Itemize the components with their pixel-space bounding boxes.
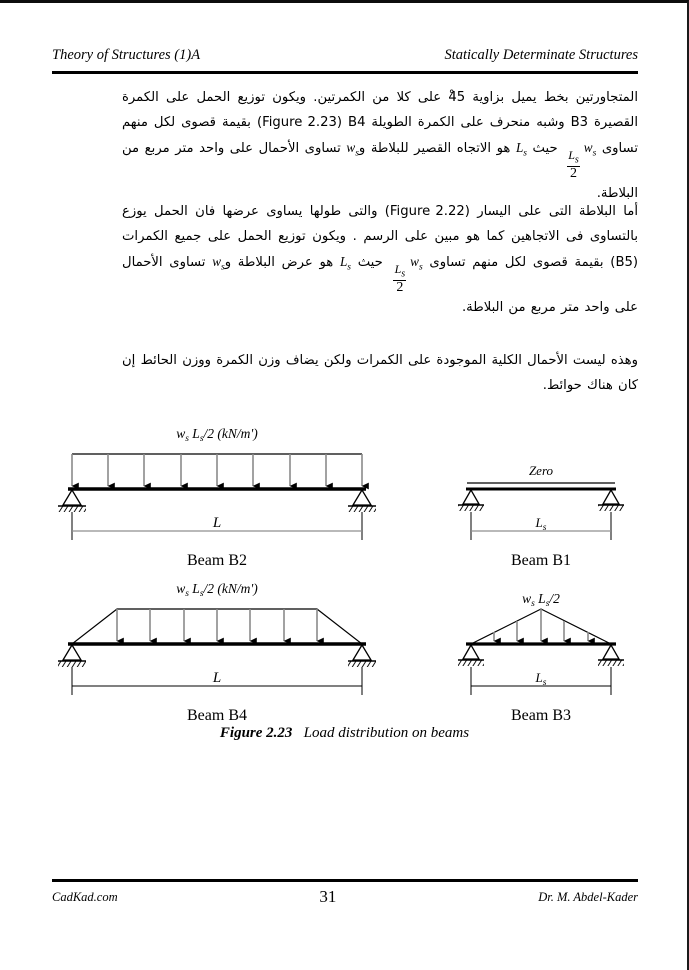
beam-b4-support-right	[348, 645, 376, 667]
beam-b4-dimension	[72, 667, 362, 695]
beam-b2-support-left	[58, 490, 86, 512]
p1-segment-e: حيث	[527, 141, 564, 156]
beam-diagrams-svg	[0, 413, 689, 743]
p2-ws-symbol-2: $w_s$	[212, 254, 225, 273]
p2-segment-a: أما البلاطة التى على اليسار	[469, 204, 639, 219]
p1-segment-b: على كلا من الكمرتين. ويكون توزيع الحمل على الكمرة القصيرة	[122, 90, 638, 130]
p2-fraction-ls-over-2: $\frac{L_s}{2}$	[394, 262, 406, 295]
beam-b2-support-right	[348, 490, 376, 512]
p1-segment-f: هو الاتجاه القصير للبلاطة و	[358, 141, 516, 156]
beam-b1-title: Beam B1	[511, 552, 571, 569]
p1-beam-b4-ref: B4	[348, 115, 366, 130]
page-number: 31	[319, 887, 337, 906]
header-right-title: Statically Determinate Structures	[444, 47, 638, 63]
p1-segment-a: المتجاورتين بخط يميل بزاوية	[465, 90, 638, 105]
beam-b3-support-left	[458, 645, 484, 666]
p2-segment-b: والتى طولها يساوى عرضها فان الحمل يوزع بالتساوى فى الاتجاهين كما هو مبين على الرسم . ويكون توزيع الحمل على جميع الكمرات	[122, 204, 638, 244]
paragraph-three	[122, 348, 638, 398]
beam-b1-load-label: Zero	[528, 463, 554, 478]
page-footer	[52, 887, 638, 907]
p2-ls-symbol: $L_s$	[339, 254, 351, 273]
footer-divider	[52, 879, 638, 882]
figure-caption	[0, 725, 689, 742]
p1-figure-reference: (Figure 2.23)	[256, 115, 343, 130]
beam-b3-diagram	[458, 591, 624, 724]
beam-b2-diagram	[58, 426, 376, 569]
p1-angle-value: 45	[448, 90, 466, 105]
beam-b4-dimension-label: L	[212, 670, 222, 686]
beam-b2-load-arrows	[72, 454, 362, 486]
paragraph-two	[122, 199, 638, 320]
p2-ws-symbol: $w_s$	[410, 254, 423, 273]
beam-b3-load-label: $w_s$ $L_s/2$	[522, 591, 560, 609]
p1-beam-b3-ref: B3	[570, 115, 589, 130]
p2-segment-c: بقيمة قصوى لكل منهم تساوى	[422, 255, 611, 270]
beam-b2-dimension-label: L	[212, 515, 222, 531]
p1-ls-symbol: $L_s$	[515, 140, 527, 159]
beam-b3-dimension	[471, 667, 611, 695]
beam-b1-support-right	[598, 490, 624, 511]
p2-figure-reference: (Figure 2.22)	[384, 204, 470, 219]
beam-b4-load-label: $w_s$ $L_s/2$ (kN/m')	[176, 581, 258, 599]
page-header	[52, 47, 638, 64]
figure-caption-text: Load distribution on beams	[303, 725, 470, 741]
beam-b4-diagram	[58, 581, 376, 724]
header-divider	[52, 71, 638, 74]
p3-text: وهذه ليست الأحمال الكلية الموجودة على الكمرات ولكن يضاف وزن الكمرة ووزن الحائط إن كان هناك حوائط.	[122, 353, 638, 393]
p1-fraction-ls-over-2: $\frac{L_s}{2}$	[568, 148, 579, 181]
footer-site-name: CadKad.com	[52, 889, 118, 904]
beam-b4-load-arrows	[117, 609, 317, 641]
beam-b3-dimension-label: $L_s$	[535, 670, 547, 688]
beam-b1-dimension	[471, 512, 611, 540]
beam-b1-support-left	[458, 490, 484, 511]
p1-segment-d: بقيمة قصوى لكل منهم تساوى	[122, 115, 638, 156]
beam-b2-title: Beam B2	[187, 552, 247, 569]
beam-b4-support-left	[58, 645, 86, 667]
paragraph-one	[122, 85, 638, 206]
beam-b2-load-label: $w_s$ $L_s/2$ (kN/m')	[176, 426, 258, 444]
footer-author-name: Dr. M. Abdel-Kader	[538, 889, 638, 904]
beam-b3-title: Beam B3	[511, 707, 571, 724]
beam-b1-diagram	[458, 463, 624, 569]
beam-b2-dimension	[72, 512, 362, 540]
p1-segment-c: وشبه منحرف على الكمرة الطويلة	[365, 115, 571, 130]
p2-segment-f: تساوى الأحمال على واحد متر مربع من البلاطة.	[122, 255, 638, 315]
p1-ws-symbol: $w_s$	[583, 140, 597, 159]
p2-segment-d: حيث	[351, 255, 390, 270]
p1-segment-g: تساوى الأحمال على واحد متر مربع من البلاطة.	[122, 141, 638, 201]
p1-ws-symbol-2: $w_s$	[346, 140, 359, 159]
figure-2-23-diagrams	[0, 413, 689, 743]
figure-caption-label: Figure 2.23	[219, 725, 293, 741]
p2-beam-b5-ref: (B5)	[610, 255, 639, 270]
p2-segment-e: هو عرض البلاطة و	[224, 255, 340, 270]
beam-b4-title: Beam B4	[187, 707, 247, 724]
header-left-title: Theory of Structures (1)A	[52, 47, 201, 63]
beam-b1-dimension-label: $L_s$	[535, 515, 547, 533]
beam-b3-support-right	[598, 645, 624, 666]
